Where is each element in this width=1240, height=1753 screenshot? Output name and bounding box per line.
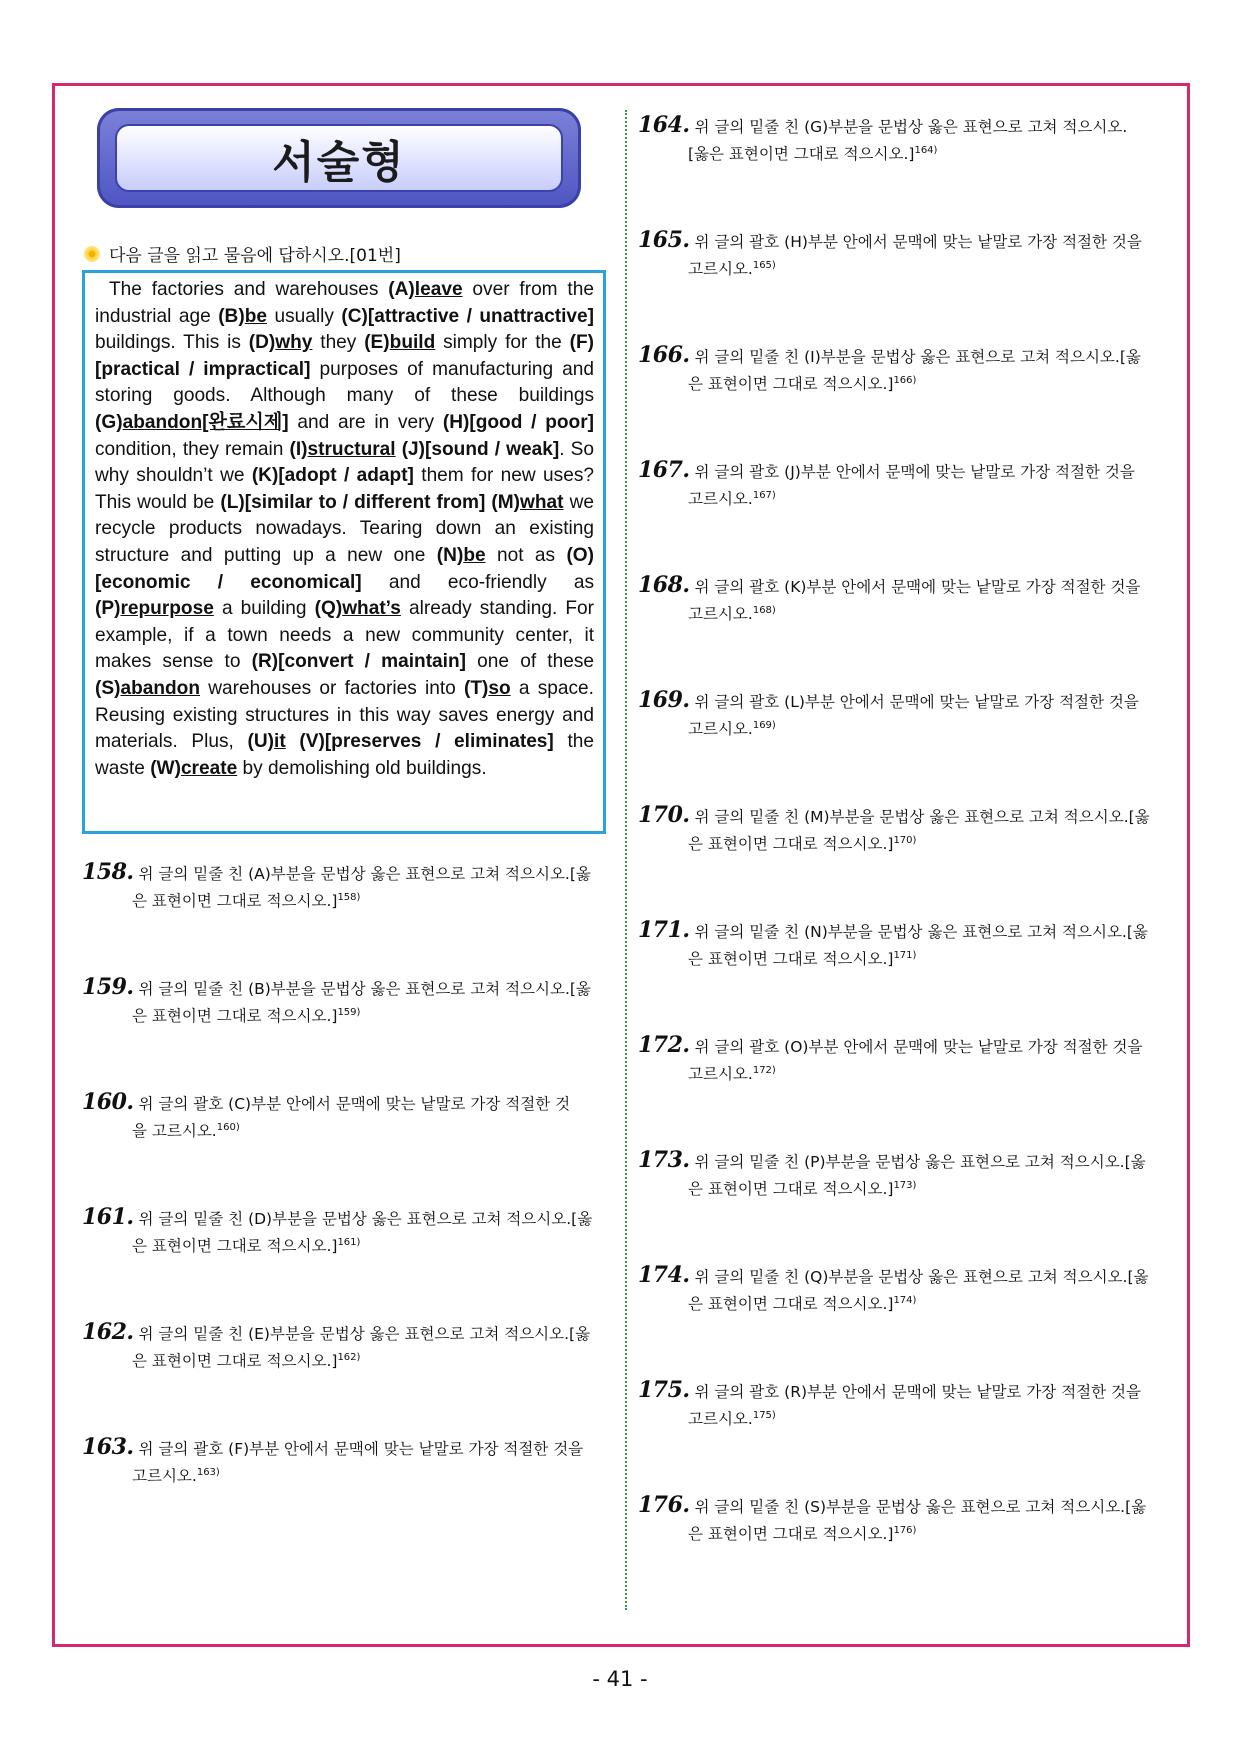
question-text: 위 글의 괄호 (O)부분 안에서 문맥에 맞는 낱말로 가장 적절한 것을 — [694, 1038, 1143, 1056]
choice-c: (C)[attractive / unattractive] — [341, 305, 594, 327]
marker-e: (E) — [364, 332, 390, 354]
passage-text: warehouses or factories into — [200, 677, 464, 699]
question-text-cont: 은 표현이면 그대로 적으시오.] — [688, 1180, 894, 1199]
choice-v: (V)[preserves / eliminates] — [299, 731, 554, 753]
question-176 — [638, 1493, 1178, 1546]
underlined-d: why — [275, 332, 313, 354]
question-number: 170. — [638, 802, 690, 828]
question-172 — [638, 1033, 1178, 1086]
underlined-p: repurpose — [120, 598, 214, 620]
underlined-b: be — [244, 305, 268, 327]
underlined-g: abandon[완료시제] — [122, 411, 289, 433]
underlined-a: leave — [414, 279, 463, 300]
question-158 — [82, 860, 607, 913]
question-number: 169. — [638, 687, 690, 713]
question-165 — [638, 228, 1178, 281]
question-160 — [82, 1090, 607, 1143]
question-167 — [638, 458, 1178, 511]
choice-k: (K)[adopt / adapt] — [251, 465, 414, 487]
passage-text: over from the industrial age — [95, 279, 594, 327]
footnote-ref: 166) — [893, 375, 917, 386]
question-number: 162. — [82, 1319, 134, 1345]
passage-text: buildings. This is — [95, 332, 249, 354]
question-text-cont: 은 표현이면 그대로 적으시오.] — [688, 950, 894, 969]
question-text-cont: [옳은 표현이면 그대로 적으시오.] — [688, 145, 915, 164]
footnote-ref: 161) — [337, 1237, 361, 1248]
question-166 — [638, 343, 1178, 396]
question-text-cont: 은 표현이면 그대로 적으시오.] — [688, 375, 894, 394]
marker-q: (Q) — [314, 598, 343, 620]
footnote-ref: 160) — [216, 1122, 240, 1133]
question-text-cont: 은 표현이면 그대로 적으시오.] — [132, 1352, 338, 1371]
footnote-ref: 171) — [893, 950, 917, 961]
underlined-w: create — [180, 757, 238, 779]
passage-text: already standing. For example, if a town needs a new community center, it makes sense to — [95, 598, 594, 673]
flower-icon — [83, 245, 101, 263]
question-text: 위 글의 밑줄 친 (Q)부분을 문법상 옳은 표현으로 고쳐 적으시오.[옳 — [694, 1268, 1149, 1286]
underlined-u: it — [274, 731, 286, 753]
footnote-ref: 176) — [893, 1525, 917, 1536]
question-text: 위 글의 밑줄 친 (D)부분을 문법상 옳은 표현으로 고쳐 적으시오.[옳 — [138, 1210, 593, 1228]
passage-paragraph — [95, 277, 594, 782]
question-text-cont: 은 표현이면 그대로 적으시오.] — [132, 892, 338, 911]
footnote-ref: 162) — [337, 1352, 361, 1363]
choice-f: (F)[practical / impractical] — [95, 332, 594, 380]
passage-text: one of these — [466, 651, 595, 673]
instruction — [83, 241, 401, 266]
passage-text: . So why shouldn’t we — [95, 438, 595, 487]
passage-text: and eco-friendly as — [361, 571, 594, 593]
footnote-ref: 172) — [752, 1065, 776, 1076]
underlined-n: be — [463, 544, 486, 566]
footnote-ref: 168) — [752, 605, 776, 616]
footnote-ref: 173) — [893, 1180, 917, 1191]
question-number: 158. — [82, 859, 134, 885]
question-number: 173. — [638, 1147, 690, 1173]
question-text: 위 글의 밑줄 친 (P)부분을 문법상 옳은 표현으로 고쳐 적으시오.[옳 — [694, 1153, 1146, 1171]
question-text-cont: 은 표현이면 그대로 적으시오.] — [688, 1525, 894, 1544]
passage-text: simply for the — [435, 332, 570, 354]
marker-p: (P) — [95, 598, 121, 620]
underlined-i: structural — [307, 438, 396, 460]
question-text-cont: 고르시오. — [132, 1467, 197, 1486]
underlined-m: what — [520, 491, 564, 513]
marker-s: (S) — [95, 677, 121, 699]
question-169 — [638, 688, 1178, 741]
passage-text: them for new uses? This would be — [95, 465, 594, 513]
marker-b: (B) — [218, 305, 245, 327]
passage-text: purposes of manufacturing and storing goods. Although many of these buildings — [95, 358, 594, 407]
footnote-ref: 175) — [752, 1410, 776, 1421]
question-170 — [638, 803, 1178, 856]
section-banner — [97, 108, 581, 208]
passage-text: a space. Reusing existing structures in this way saves energy and materials. Plus, — [95, 677, 594, 753]
passage-text: by demolishing old buildings. — [237, 757, 487, 779]
passage-text: The factories and warehouses — [109, 279, 389, 300]
choice-h: (H)[good / poor] — [442, 411, 594, 433]
marker-a: (A) — [388, 279, 415, 300]
marker-n: (N) — [436, 544, 464, 566]
question-text: 위 글의 밑줄 친 (S)부분을 문법상 옳은 표현으로 고쳐 적으시오.[옳 — [694, 1498, 1147, 1516]
marker-i: (I) — [289, 438, 308, 460]
question-number: 161. — [82, 1204, 134, 1230]
footnote-ref: 158) — [337, 892, 361, 903]
passage-text: a building — [213, 598, 315, 620]
passage-text: and are in very — [288, 411, 443, 433]
marker-m: (M) — [491, 491, 521, 513]
question-number: 176. — [638, 1492, 690, 1518]
question-number: 164. — [638, 112, 690, 138]
question-number: 168. — [638, 572, 690, 598]
passage-text: they — [312, 332, 365, 354]
question-number: 172. — [638, 1032, 690, 1058]
question-164 — [638, 113, 1178, 166]
question-text: 위 글의 밑줄 친 (E)부분을 문법상 옳은 표현으로 고쳐 적으시오.[옳 — [138, 1325, 591, 1343]
question-text: 위 글의 밑줄 친 (I)부분을 문법상 옳은 표현으로 고쳐 적으시오.[옳 — [694, 348, 1141, 366]
reading-passage — [82, 270, 606, 834]
underlined-t: so — [488, 677, 511, 699]
question-number: 159. — [82, 974, 134, 1000]
marker-w: (W) — [150, 757, 181, 779]
question-171 — [638, 918, 1178, 971]
question-173 — [638, 1148, 1178, 1201]
question-159 — [82, 975, 607, 1028]
question-162 — [82, 1320, 607, 1373]
question-text-cont: 고르시오. — [688, 720, 753, 739]
question-text-cont: 은 표현이면 그대로 적으시오.] — [132, 1007, 338, 1026]
passage-text: not as — [485, 544, 567, 566]
question-161 — [82, 1205, 607, 1258]
choice-j: (J)[sound / weak] — [401, 438, 560, 460]
question-text: 위 글의 밑줄 친 (N)부분을 문법상 옳은 표현으로 고쳐 적으시오.[옳 — [694, 923, 1148, 941]
footnote-ref: 164) — [914, 145, 938, 156]
question-text-cont: 고르시오. — [688, 1410, 753, 1429]
question-number: 171. — [638, 917, 690, 943]
question-number: 165. — [638, 227, 690, 253]
question-text: 위 글의 괄호 (J)부분 안에서 문맥에 맞는 낱말로 가장 적절한 것을 — [694, 463, 1135, 481]
question-text-cont: 고르시오. — [688, 260, 753, 279]
page-number: - 41 - — [592, 1667, 648, 1691]
choice-o: (O)[economic / economical] — [95, 544, 595, 593]
marker-g: (G) — [95, 411, 123, 433]
question-text: 위 글의 괄호 (K)부분 안에서 문맥에 맞는 낱말로 가장 적절한 것을 — [694, 578, 1141, 596]
question-175 — [638, 1378, 1178, 1431]
question-text-cont: 고르시오. — [688, 490, 753, 509]
choice-r: (R)[convert / maintain] — [251, 651, 466, 673]
question-text-cont: 을 고르시오. — [132, 1122, 217, 1141]
passage-text — [286, 731, 300, 752]
question-number: 175. — [638, 1377, 690, 1403]
footnote-ref: 163) — [196, 1467, 220, 1478]
marker-t: (T) — [463, 677, 489, 699]
marker-u: (U) — [247, 731, 275, 753]
choice-l: (L)[similar to / different from] — [220, 491, 486, 513]
passage-text: condition, they remain — [95, 438, 290, 460]
underlined-q: what’s — [342, 598, 401, 620]
footnote-ref: 170) — [893, 835, 917, 846]
column-divider — [625, 110, 627, 1610]
question-168 — [638, 573, 1178, 626]
underlined-s: abandon — [120, 677, 201, 699]
question-text: 위 글의 괄호 (L)부분 안에서 문맥에 맞는 낱말로 가장 적절한 것을 — [694, 693, 1139, 711]
underlined-e: build — [389, 332, 436, 354]
question-174 — [638, 1263, 1178, 1316]
question-number: 174. — [638, 1262, 690, 1288]
section-title: 서술형 — [272, 137, 406, 188]
question-number: 166. — [638, 342, 690, 368]
question-text: 위 글의 밑줄 친 (G)부분을 문법상 옳은 표현으로 고쳐 적으시오. — [694, 118, 1128, 136]
question-number: 167. — [638, 457, 690, 483]
question-text-cont: 은 표현이면 그대로 적으시오.] — [688, 1295, 894, 1314]
passage-text: usually — [267, 305, 342, 327]
question-text: 위 글의 밑줄 친 (B)부분을 문법상 옳은 표현으로 고쳐 적으시오.[옳 — [138, 980, 591, 998]
footnote-ref: 167) — [752, 490, 776, 501]
question-text-cont: 은 표현이면 그대로 적으시오.] — [688, 835, 894, 854]
question-163 — [82, 1435, 607, 1488]
question-text: 위 글의 괄호 (H)부분 안에서 문맥에 맞는 낱말로 가장 적절한 것을 — [694, 233, 1142, 251]
question-number: 160. — [82, 1089, 134, 1115]
question-text: 위 글의 밑줄 친 (A)부분을 문법상 옳은 표현으로 고쳐 적으시오.[옳 — [138, 865, 591, 883]
question-text: 위 글의 괄호 (F)부분 안에서 문맥에 맞는 낱말로 가장 적절한 것을 — [138, 1440, 584, 1458]
passage-text: the waste — [95, 731, 594, 779]
footnote-ref: 159) — [337, 1007, 361, 1018]
section-banner-inner — [115, 124, 563, 192]
question-text: 위 글의 괄호 (R)부분 안에서 문맥에 맞는 낱말로 가장 적절한 것을 — [694, 1383, 1141, 1401]
question-number: 163. — [82, 1434, 134, 1460]
question-text-cont: 고르시오. — [688, 605, 753, 624]
marker-d: (D) — [248, 332, 276, 354]
instruction-text: 다음 글을 읽고 물음에 답하시오.[01번] — [109, 246, 401, 266]
footnote-ref: 174) — [893, 1295, 917, 1306]
question-text: 위 글의 밑줄 친 (M)부분을 문법상 옳은 표현으로 고쳐 적으시오.[옳 — [694, 808, 1150, 826]
question-text: 위 글의 괄호 (C)부분 안에서 문맥에 맞는 낱말로 가장 적절한 것 — [138, 1095, 571, 1113]
footnote-ref: 169) — [752, 720, 776, 731]
question-text-cont: 은 표현이면 그대로 적으시오.] — [132, 1237, 338, 1256]
question-text-cont: 고르시오. — [688, 1065, 753, 1084]
footnote-ref: 165) — [752, 260, 776, 271]
passage-text: we recycle products nowadays. Tearing down an existing structure and putting up a new one — [95, 491, 595, 566]
